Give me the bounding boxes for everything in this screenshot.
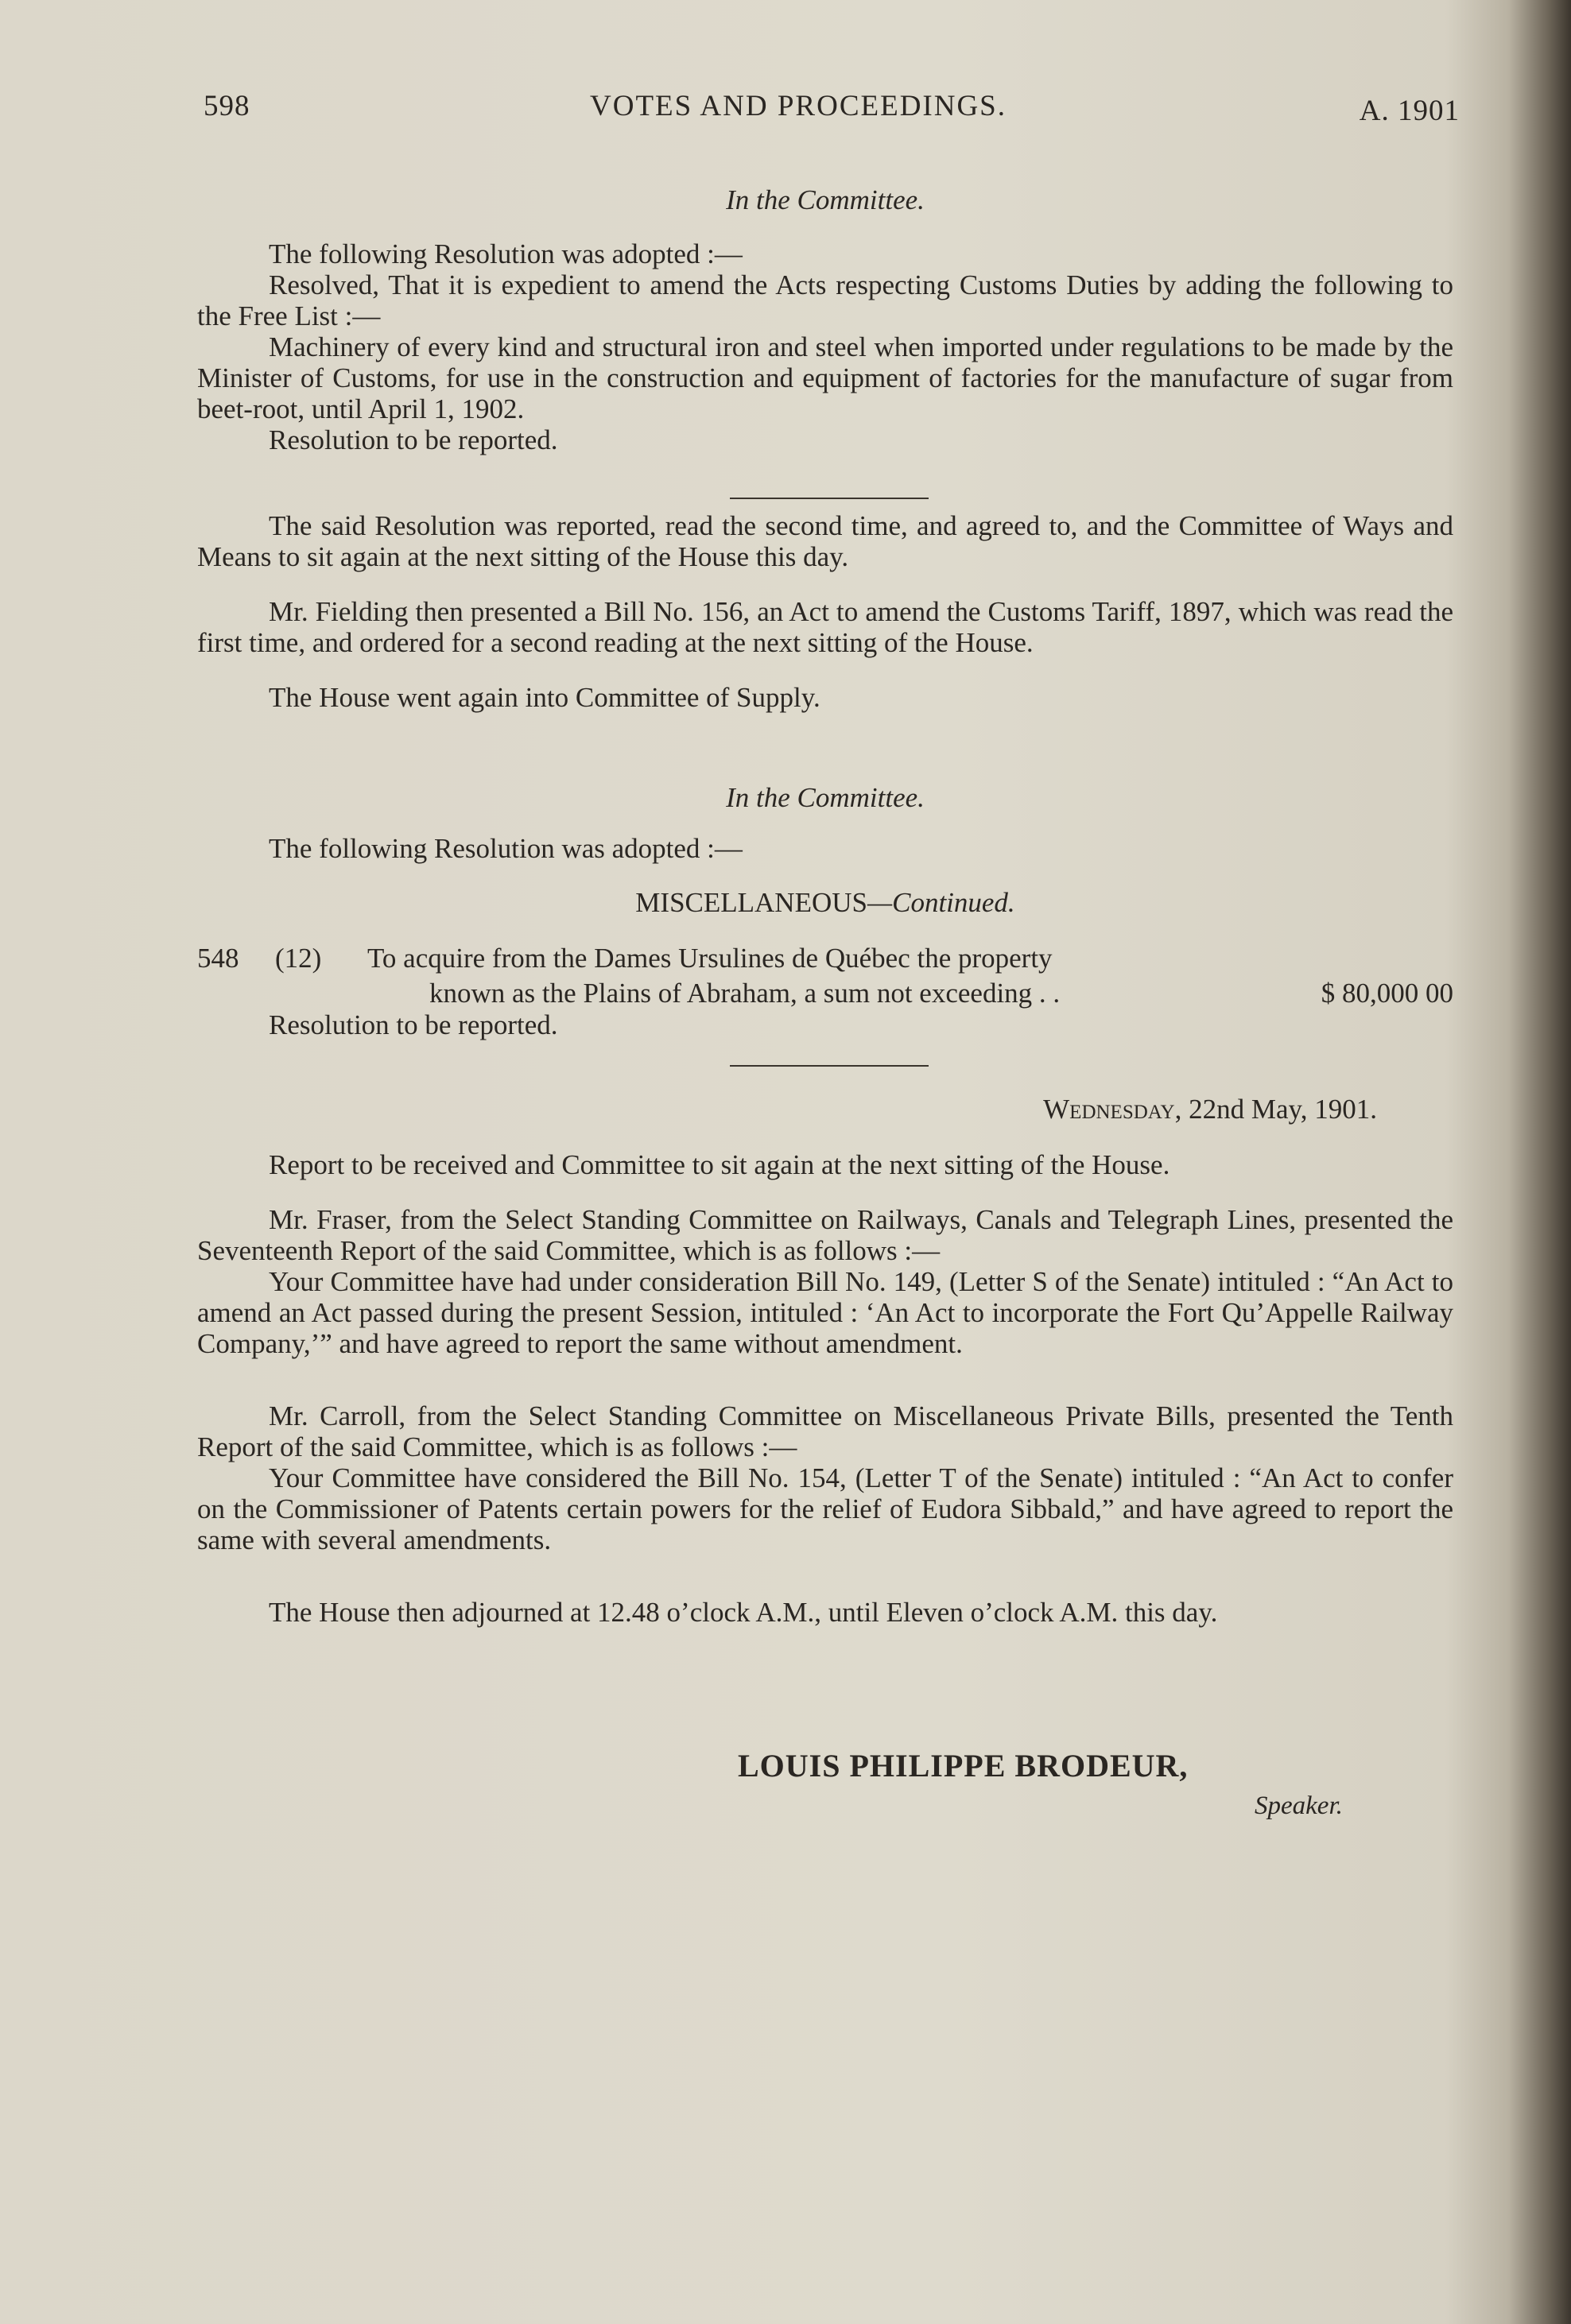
paragraph: The following Resolution was adopted :— [269,238,743,269]
speaker-signature-name: LOUIS PHILIPPE BRODEUR, [738,1748,1189,1784]
section-1-body [197,238,1453,455]
paragraph: The said Resolution was reported, read the second time, and agreed to, and the Committee of Ways and Means to sit again at the next sitting of the House this day. [197,510,1453,572]
paragraph: Mr. Fraser, from the Select Standing Committee on Railways, Canals and Telegraph Lines, presented the Seventeenth Report of the said Committee, which is as follows :— [197,1204,1453,1266]
item-description-line-2: known as the Plains of Abraham, a sum not exceeding . . [429,978,1061,1009]
section-divider [730,498,929,499]
misc-heading-text: MISCELLANEOUS [635,887,867,918]
section-2-body [197,510,1453,713]
running-title: VOTES AND PROCEEDINGS. [590,90,1007,122]
item-subnumber: (12) [275,943,322,974]
date-weekday: Wednesday [1043,1094,1175,1125]
page-header [204,89,1460,129]
paragraph: Mr. Fielding then presented a Bill No. 156, an Act to amend the Customs Tariff, 1897, which was read the first time, and ordered for a second reading at the next sitting of the House. [197,596,1453,658]
sitting-date [197,1094,1453,1125]
date-rest: , 22nd May, 1901. [1174,1094,1377,1125]
section-2-resolution [197,833,1453,864]
misc-heading [197,887,1453,918]
paragraph: Your Committee have considered the Bill No. 154, (Letter T of the Senate) intituled : “An Act to confer on the Commissioner of Patents certain powers for the relief of Eudora Sibbald,” and have agreed to report the same with several amendments. [197,1462,1453,1555]
section-divider [730,1065,929,1067]
paragraph: The House then adjourned at 12.48 o’clock A.M., until Eleven o’clock A.M. this day. [269,1597,1218,1628]
paragraph: The following Resolution was adopted :— [269,833,743,864]
year-label: A. 1901 [1359,95,1460,127]
paragraph: Resolution to be reported. [269,424,558,455]
committee-heading-2: In the Committee. [726,782,925,813]
paragraph: Machinery of every kind and structural iron and steel when imported under regulations to be made by the Minister of Customs, for use in the construction and equipment of factories for the manufacture of sugar from beet-root, until April 1, 1902. [197,331,1453,424]
item-number: 548 [197,943,239,974]
speaker-title: Speaker. [1255,1791,1343,1820]
paragraph: Resolved, That it is expedient to amend the Acts respecting Customs Duties by adding the following to the Free List :— [197,269,1453,331]
item-amount: $ 80,000 00 [1321,978,1453,1009]
item-description-line-1: To acquire from the Dames Ursulines de Québec the property [367,943,1053,974]
paragraph: Your Committee have had under consideration Bill No. 149, (Letter S of the Senate) intituled : “An Act to amend an Act passed during the present Session, intituled : ‘An Act to incorporate the Fort Qu’Appelle Railway Company,’” and have agreed to report the same without amendment. [197,1266,1453,1359]
section-3-body [197,1149,1453,1628]
paragraph: Mr. Carroll, from the Select Standing Committee on Miscellaneous Private Bills, presented the Tenth Report of the said Committee, which is as follows :— [197,1400,1453,1462]
paragraph: The House went again into Committee of Supply. [269,682,820,713]
paragraph: Resolution to be reported. [269,1009,558,1040]
misc-continued-text: —Continued. [867,887,1015,918]
section-2-closing [197,1009,1453,1040]
paragraph: Report to be received and Committee to sit again at the next sitting of the House. [269,1149,1170,1180]
page-number: 598 [204,90,250,122]
committee-heading-1: In the Committee. [726,184,925,215]
